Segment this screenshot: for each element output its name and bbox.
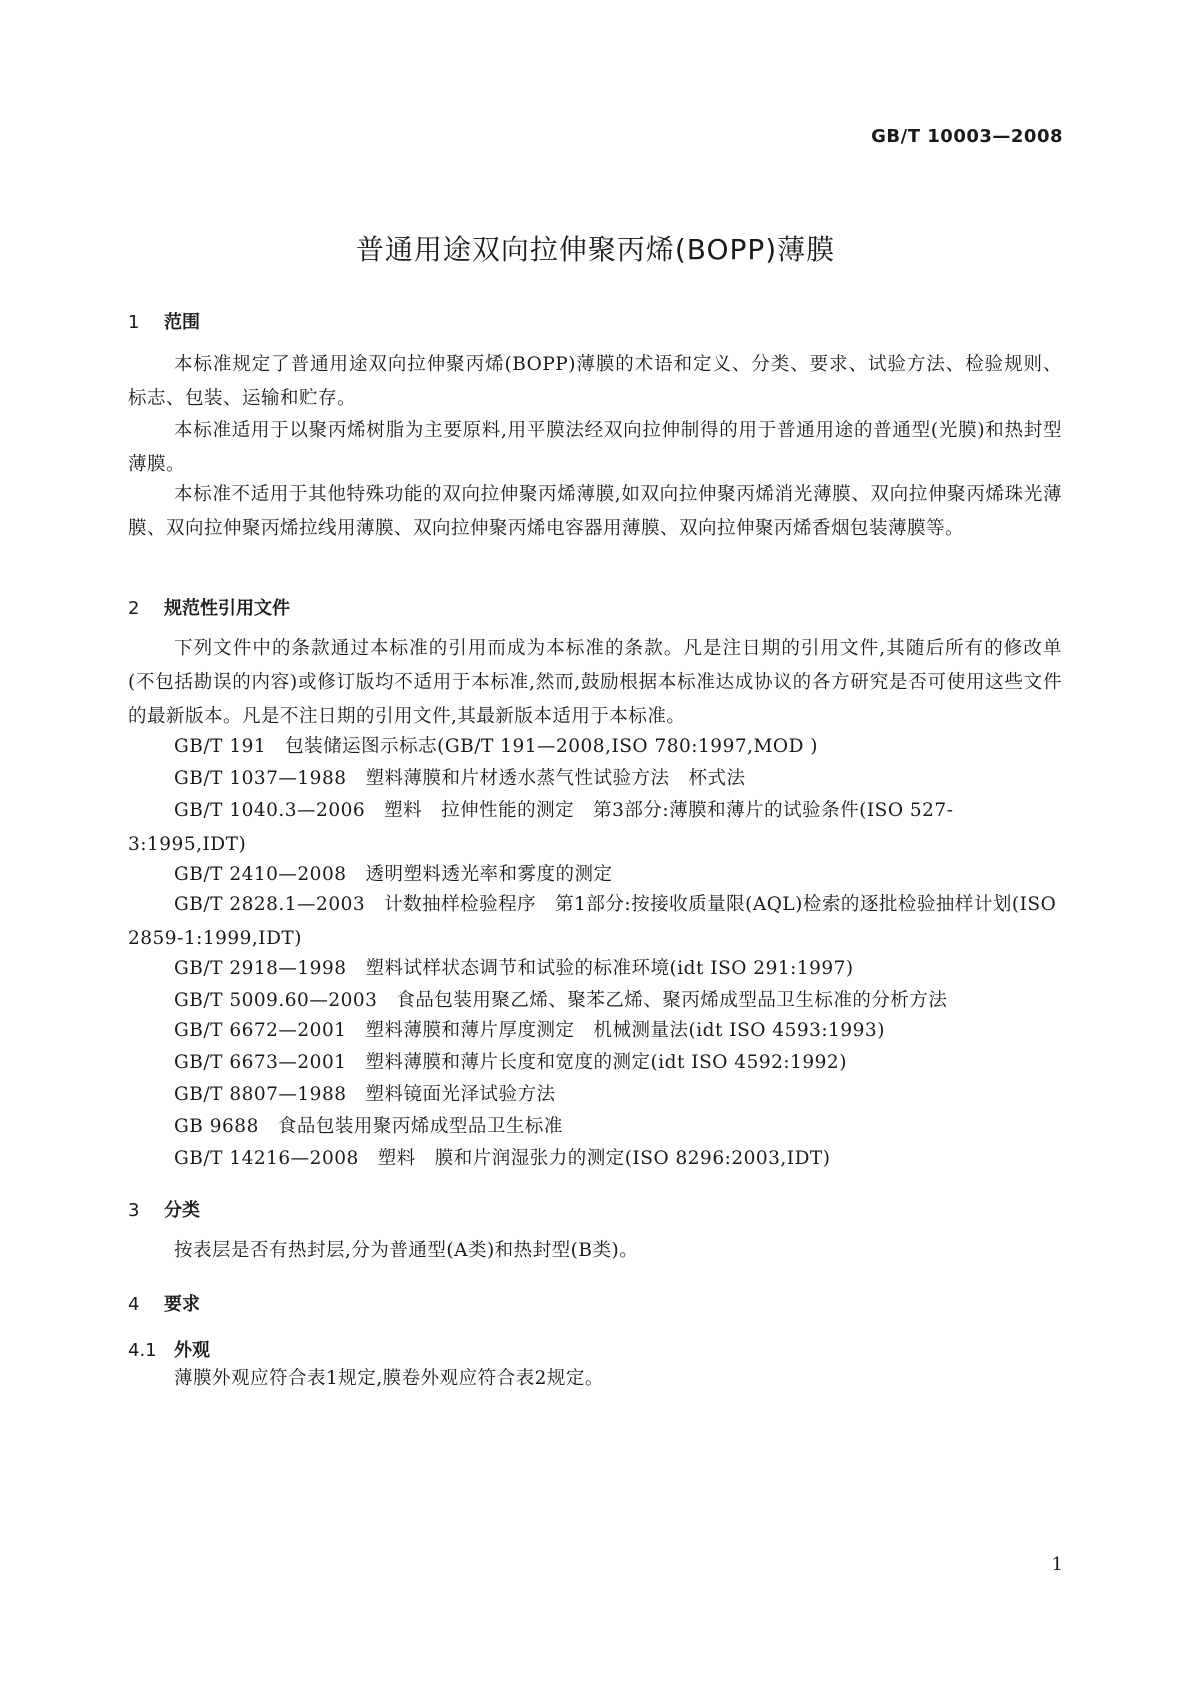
section-heading-classification [128, 1196, 200, 1222]
subsection-heading-appearance [128, 1336, 210, 1362]
appearance-paragraph: 薄膜外观应符合表1规定,膜卷外观应符合表2规定。 [174, 1368, 604, 1389]
section-title: 范围 [164, 312, 200, 333]
reference-item: GB/T 6673—2001 塑料薄膜和薄片长度和宽度的测定(idt ISO 4592:1992) [174, 1052, 847, 1073]
reference-item: GB/T 1037—1988 塑料薄膜和片材透水蒸气性试验方法 杯式法 [174, 768, 746, 789]
reference-item: GB 9688 食品包装用聚丙烯成型品卫生标准 [174, 1116, 563, 1137]
scope-paragraph-1: 本标准规定了普通用途双向拉伸聚丙烯(BOPP)薄膜的术语和定义、分类、要求、试验方法、检验规则、标志、包装、运输和贮存。 [128, 354, 1062, 409]
references-intro: 下列文件中的条款通过本标准的引用而成为本标准的条款。凡是注日期的引用文件,其随后所有的修改单(不包括勘误的内容)或修订版均不适用于本标准,然而,鼓励根据本标准达成协议的各方研究是否可使用这些文件的最新版本。凡是不注日期的引用文件,其最新版本适用于本标准。 [128, 638, 1062, 727]
reference-item: GB/T 2410—2008 透明塑料透光率和雾度的测定 [174, 864, 613, 885]
section-heading-requirements [128, 1290, 200, 1316]
page-number: 1 [1051, 1554, 1063, 1575]
section-heading-normative-references [128, 594, 290, 620]
section-number: 3 [128, 1200, 140, 1221]
section-heading-scope [128, 308, 200, 334]
section-number: 1 [128, 312, 140, 333]
document-title: 普通用途双向拉伸聚丙烯(BOPP)薄膜 [355, 233, 836, 266]
section-title: 要求 [164, 1294, 200, 1315]
reference-item: GB/T 1040.3—2006 塑料 拉伸性能的测定 第3部分:薄膜和薄片的试验条件(ISO 527-3:1995,IDT) [128, 800, 954, 855]
reference-item: GB/T 2828.1—2003 计数抽样检验程序 第1部分:按接收质量限(AQL)检索的逐批检验抽样计划(ISO 2859-1:1999,IDT) [128, 894, 1057, 949]
section-number: 2 [128, 598, 140, 619]
reference-item: GB/T 5009.60—2003 食品包装用聚乙烯、聚苯乙烯、聚丙烯成型品卫生标准的分析方法 [174, 990, 948, 1011]
standard-code: GB/T 10003—2008 [871, 126, 1063, 147]
section-title: 分类 [164, 1200, 200, 1221]
subsection-title: 外观 [174, 1340, 210, 1361]
reference-item: GB/T 8807—1988 塑料镜面光泽试验方法 [174, 1084, 556, 1105]
reference-item: GB/T 191 包装储运图示标志(GB/T 191—2008,ISO 780:1997,MOD ) [174, 736, 819, 757]
classification-paragraph: 按表层是否有热封层,分为普通型(A类)和热封型(B类)。 [174, 1240, 639, 1261]
section-title: 规范性引用文件 [164, 598, 290, 619]
reference-item: GB/T 6672—2001 塑料薄膜和薄片厚度测定 机械测量法(idt ISO 4593:1993) [174, 1020, 885, 1041]
section-number: 4 [128, 1294, 140, 1315]
scope-paragraph-2: 本标准适用于以聚丙烯树脂为主要原料,用平膜法经双向拉伸制得的用于普通用途的普通型(光膜)和热封型薄膜。 [128, 420, 1062, 475]
subsection-number: 4.1 [128, 1340, 157, 1361]
reference-item: GB/T 2918—1998 塑料试样状态调节和试验的标准环境(idt ISO 291:1997) [174, 958, 854, 979]
scope-paragraph-3: 本标准不适用于其他特殊功能的双向拉伸聚丙烯薄膜,如双向拉伸聚丙烯消光薄膜、双向拉伸聚丙烯珠光薄膜、双向拉伸聚丙烯拉线用薄膜、双向拉伸聚丙烯电容器用薄膜、双向拉伸聚丙烯香烟包装薄膜等。 [128, 484, 1062, 539]
reference-item: GB/T 14216—2008 塑料 膜和片润湿张力的测定(ISO 8296:2003,IDT) [174, 1148, 831, 1169]
